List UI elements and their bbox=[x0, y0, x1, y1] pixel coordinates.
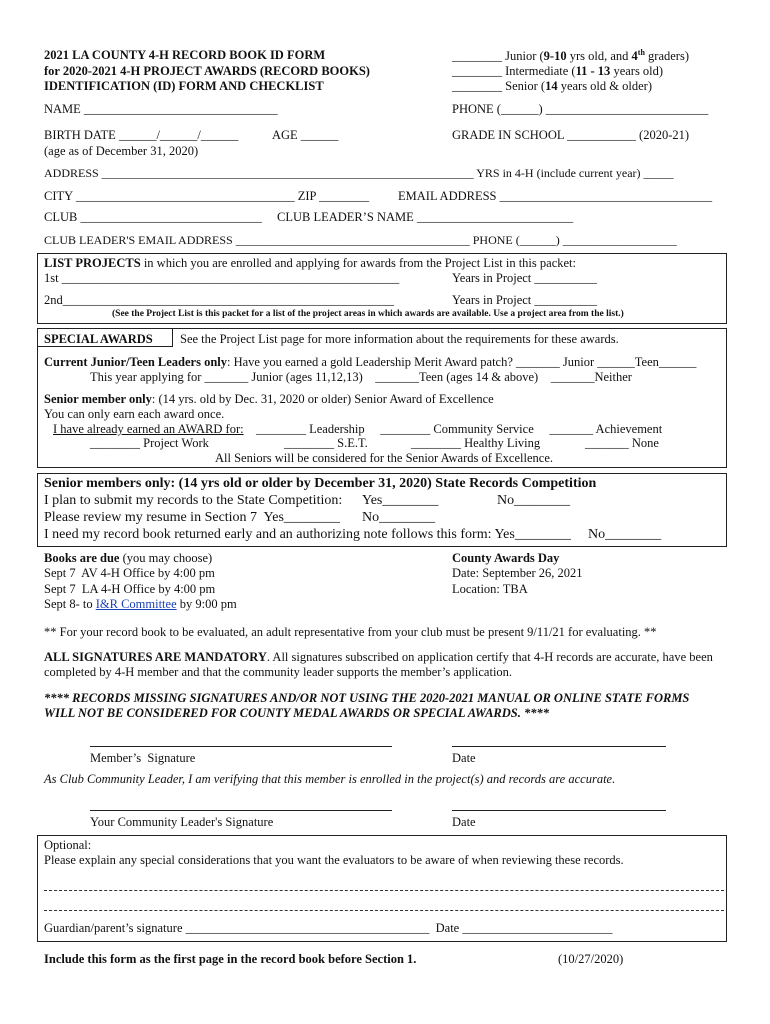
award-set[interactable]: ________ S.E.T. bbox=[284, 436, 368, 450]
project-1-years[interactable]: Years in Project __________ bbox=[452, 271, 597, 285]
return-early-no[interactable]: No________ bbox=[588, 527, 662, 542]
form-title: 2021 LA COUNTY 4-H RECORD BOOK ID FORM bbox=[44, 48, 326, 62]
member-date-label: Date bbox=[452, 751, 476, 765]
warning-line-1: **** RECORDS MISSING SIGNATURES AND/OR NOT USING THE 2020-2021 MANUAL OR ONLINE STATE FORMS bbox=[44, 691, 690, 705]
leader-signature-line[interactable] bbox=[90, 810, 392, 811]
all-seniors-note: All Seniors will be considered for the Senior Awards of Excellence. bbox=[215, 451, 553, 465]
optional-instructions: Please explain any special considerations that you want the evaluators to be aware of when reviewing these records. bbox=[44, 853, 624, 867]
phone-field[interactable]: PHONE (______) __________________________ bbox=[452, 102, 709, 116]
level-senior[interactable]: ________ Senior (14 years old & older) bbox=[452, 79, 652, 93]
optional-line-2[interactable] bbox=[44, 910, 724, 911]
state-records-heading: Senior members only: (14 yrs old or older by December 31, 2020) State Records Competition bbox=[44, 476, 597, 491]
leader-verify-statement: As Club Community Leader, I am verifying that this member is enrolled in the project(s) and records are accurate. bbox=[44, 772, 616, 786]
email-field[interactable]: EMAIL ADDRESS __________________________________ bbox=[398, 189, 713, 203]
member-date-line[interactable] bbox=[452, 746, 666, 747]
project-2-field[interactable]: 2nd_____________________________________________________ bbox=[44, 293, 394, 307]
level-junior[interactable]: ________ Junior (9-10 yrs old, and 4th graders) bbox=[452, 48, 689, 64]
project-1-field[interactable]: 1st ______________________________________________________ bbox=[44, 271, 400, 285]
projects-note: (See the Project List is this packet for a list of the project areas in which awards are available. Use a project area from the list.) bbox=[112, 309, 624, 319]
leaders-question[interactable]: Current Junior/Teen Leaders only: Have you earned a gold Leadership Merit Award patch? _______ Junior ______Teen______ bbox=[44, 355, 697, 369]
due-av-office: Sept 7 AV 4-H Office by 4:00 pm bbox=[44, 566, 215, 580]
birth-date-field[interactable]: BIRTH DATE ______/______/______ bbox=[44, 128, 239, 142]
senior-award-line: Senior member only: (14 yrs. old by Dec. 31, 2020 or older) Senior Award of Excellence bbox=[44, 392, 494, 406]
awards-day-date: Date: September 26, 2021 bbox=[452, 566, 583, 580]
return-early-yes[interactable]: I need my record book returned early and an authorizing note follows this form: Yes________ bbox=[44, 527, 571, 542]
awards-day-location: Location: TBA bbox=[452, 582, 528, 596]
level-intermediate[interactable]: ________ Intermediate (11 - 13 years old) bbox=[452, 64, 664, 78]
guardian-signature-field[interactable]: Guardian/parent’s signature _______________________________________ Date ________________________ bbox=[44, 921, 613, 935]
name-field[interactable]: NAME _______________________________ bbox=[44, 102, 278, 116]
optional-line-1[interactable] bbox=[44, 890, 724, 891]
state-submit-question: I plan to submit my records to the State Competition: bbox=[44, 493, 343, 508]
special-awards-heading-box bbox=[37, 328, 173, 347]
books-due-heading: Books are due (you may choose) bbox=[44, 551, 213, 565]
club-leader-field[interactable]: CLUB LEADER’S NAME _________________________ bbox=[277, 210, 574, 224]
adult-representative-note: ** For your record book to be evaluated, an adult representative from your club must be present 9/11/21 for evaluating. ** bbox=[44, 625, 657, 639]
signatures-mandatory-2: completed by 4-H member and that the community leader supports the member’s application. bbox=[44, 665, 513, 679]
form-subtitle-2: IDENTIFICATION (ID) FORM AND CHECKLIST bbox=[44, 79, 324, 93]
member-signature-label: Member’s Signature bbox=[90, 751, 196, 765]
member-signature-line[interactable] bbox=[90, 746, 392, 747]
club-field[interactable]: CLUB _____________________________ bbox=[44, 210, 262, 224]
age-field[interactable]: AGE ______ bbox=[272, 128, 339, 142]
warning-line-2: WILL NOT BE CONSIDERED FOR COUNTY MEDAL AWARDS OR SPECIAL AWARDS. **** bbox=[44, 706, 549, 720]
form-version: (10/27/2020) bbox=[558, 952, 624, 966]
city-zip-field[interactable]: CITY ___________________________________ ZIP ________ bbox=[44, 189, 370, 203]
already-earned-label: I have already earned an AWARD for: bbox=[53, 422, 244, 436]
resume-review-yes[interactable]: Please review my resume in Section 7 Yes________ bbox=[44, 510, 340, 525]
leader-signature-label: Your Community Leader's Signature bbox=[90, 815, 274, 829]
form-subtitle: for 2020-2021 4-H PROJECT AWARDS (RECORD BOOKS) bbox=[44, 64, 370, 78]
earn-once-note: You can only earn each award once. bbox=[44, 407, 225, 421]
award-project-work[interactable]: ________ Project Work bbox=[90, 436, 209, 450]
award-row-1[interactable]: ________ Leadership ________ Community Service _______ Achievement bbox=[256, 422, 663, 436]
special-awards-heading: SPECIAL AWARDS bbox=[44, 332, 153, 346]
projects-heading: LIST PROJECTS in which you are enrolled and applying for awards from the Project List in this packet: bbox=[44, 256, 576, 270]
project-2-years[interactable]: Years in Project __________ bbox=[452, 293, 597, 307]
leaders-apply[interactable]: This year applying for _______ Junior (ages 11,12,13) _______Teen (ages 14 & above) _______Neither bbox=[90, 370, 632, 384]
awards-day-heading: County Awards Day bbox=[452, 551, 560, 565]
due-la-office: Sept 7 LA 4-H Office by 4:00 pm bbox=[44, 582, 216, 596]
leader-date-line[interactable] bbox=[452, 810, 666, 811]
due-committee: Sept 8- to I&R Committee by 9:00 pm bbox=[44, 597, 237, 611]
grade-field[interactable]: GRADE IN SCHOOL ___________ (2020-21) bbox=[452, 128, 690, 142]
award-none[interactable]: _______ None bbox=[585, 436, 659, 450]
address-field[interactable]: ADDRESS ______________________________________________________________ YRS in 4-H (include current year) _____ bbox=[44, 166, 674, 180]
optional-label: Optional: bbox=[44, 838, 92, 852]
leader-date-label: Date bbox=[452, 815, 476, 829]
state-submit-no[interactable]: No________ bbox=[497, 493, 571, 508]
birth-date-note: (age as of December 31, 2020) bbox=[44, 144, 199, 158]
committee-link[interactable]: I&R Committee bbox=[95, 597, 177, 611]
signatures-mandatory: ALL SIGNATURES ARE MANDATORY. All signatures subscribed on application certify that 4-H records are accurate, have been bbox=[44, 650, 713, 664]
special-awards-note: See the Project List page for more information about the requirements for these awards. bbox=[180, 332, 619, 346]
resume-review-no[interactable]: No________ bbox=[362, 510, 436, 525]
award-healthy-living[interactable]: ________ Healthy Living bbox=[411, 436, 541, 450]
footer-instruction: Include this form as the first page in the record book before Section 1. bbox=[44, 952, 417, 966]
leader-email-field[interactable]: CLUB LEADER'S EMAIL ADDRESS _______________________________________ PHONE (______) ___________________ bbox=[44, 233, 677, 247]
state-submit-yes[interactable]: Yes________ bbox=[362, 493, 439, 508]
